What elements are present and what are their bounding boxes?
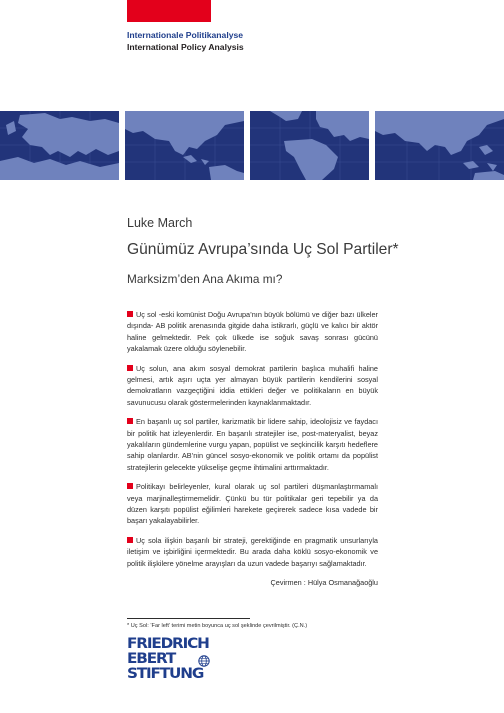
- fes-logo: [127, 637, 209, 682]
- red-square-bullet-icon: [127, 418, 133, 424]
- summary-body: [127, 309, 378, 589]
- series-name-en: International Policy Analysis: [127, 42, 244, 52]
- summary-paragraph: Politikayı belirleyenler, kural olarak uç sol partileri düşmanlaştırmamalı veya marjinalleştirmemelidir. Çünkü bu tür politikalar geri tepebilir ya da düzen karşıtı popülist eğilimleri harekete geçirerek sadece kısa vadede bir başarı yakalayabilirler.: [127, 482, 378, 526]
- document-subtitle: Marksizm’den Ana Akıma mı?: [127, 272, 283, 286]
- map-tile-africa: [250, 111, 369, 180]
- title-text: Günümüz Avrupa’sında Uç Sol Partiler: [127, 241, 393, 258]
- logo-line-1: FRIEDRICH: [127, 636, 209, 652]
- world-map-banner: [0, 111, 504, 180]
- summary-paragraph: Uç solun, ana akım sosyal demokrat partilerin başlıca muhalifi haline gelmesi, artık aşırı uçta yer almayan büyük partilerin kendilerini sosyal demokratların vazgeçtiğini iddia ettikleri değer ve politikaların en büyük savunucusu olarak göstermelerinden kaynaklanmaktadır.: [127, 363, 378, 407]
- summary-paragraph: En başarılı uç sol partiler, karizmatik bir lidere sahip, ideolojisiz ve faydacı bir politik hat izleyenlerdir. En başarılı stratejiler ise, post-materyalist, beyaz yakalıların gündemlerine vurgu yapan, popülist ve seçkincilik karşıtı hedeflere sahip olanlardır. AB’nin güncel sosyo-ekonomik ve politik ortamı da popülist stratejilerin gelecekte yükselişe geçme ihtimalini arttırmaktadır.: [127, 417, 378, 472]
- footnote: * Uç Sol: ‘Far left’ terimi metin boyunca uç sol şeklinde çevrilmiştir. (Ç.N.): [127, 623, 308, 629]
- footnote-divider: [127, 618, 250, 619]
- series-brand: [127, 29, 244, 53]
- map-tile-americas: [125, 111, 244, 180]
- red-square-bullet-icon: [127, 311, 133, 317]
- title-footnote-mark: *: [392, 241, 399, 258]
- author-name: Luke March: [127, 216, 193, 230]
- logo-line-2: EBERT: [127, 651, 176, 667]
- translator-credit: Çevirmen : Hülya Osmanağaoğlu: [270, 578, 378, 588]
- series-name-de: Internationale Politikanalyse: [127, 30, 244, 40]
- map-tile-asia: [375, 111, 504, 180]
- logo-line-3: STIFTUNG: [127, 666, 204, 682]
- map-tile-europe: [0, 111, 119, 180]
- red-square-bullet-icon: [127, 537, 133, 543]
- summary-paragraph: Uç sola ilişkin başarılı bir strateji, gerektiğinde en pragmatik unsurlarıyla iletişim ve işbirliğini içermektedir. Bu arada daha köklü sosyo-ekonomik ve politik ilişkilere yönelme arayışları da uzun vadede başarıyı sağlamaktadır.: [127, 536, 378, 568]
- globe-icon: [198, 655, 210, 667]
- red-square-bullet-icon: [127, 365, 133, 371]
- summary-paragraph: Uç sol -eski komünist Doğu Avrupa’nın büyük bölümü ve diğer bazı ülkeler dışında- AB politik arenasında gitgide daha istikrarlı, güçlü ve kalıcı bir aktör haline gelmektedir. Pek çok ülkede ise soğuk savaş sonrası gücünü yakalamak üzere olduğu söylenebilir.: [127, 310, 378, 353]
- red-square-bullet-icon: [127, 483, 133, 489]
- document-title: [127, 241, 399, 259]
- brand-red-bar: [127, 0, 211, 22]
